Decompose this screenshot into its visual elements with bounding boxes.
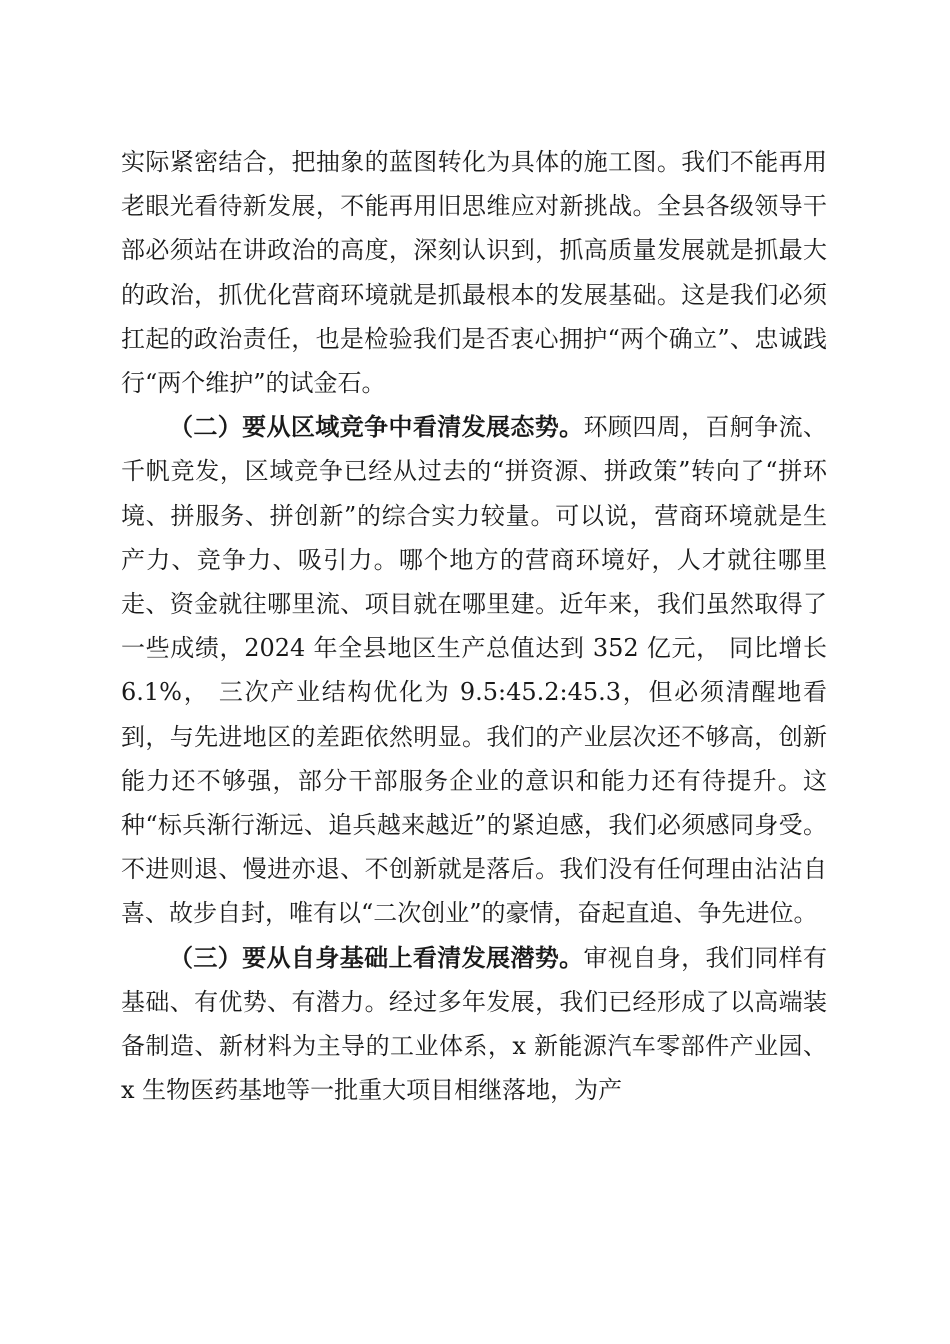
document-body (121, 140, 827, 1112)
paragraph-continuation (121, 140, 827, 405)
section-heading-2: （二）要从区域竞争中看清发展态势。 (169, 412, 584, 442)
paragraph-text: 审视自身，我们同样有基础、有优势、有潜力。经过多年发展，我们已经形成了以高端装备制造、新材料为主导的工业体系，x 新能源汽车零部件产业园、x 生物医药基地等一批重大项目相继落地，为产 (121, 943, 828, 1105)
paragraph-text: 实际紧密结合，把抽象的蓝图转化为具体的施工图。我们不能再用老眼光看待新发展，不能再用旧思维应对新挑战。全县各级领导干部必须站在讲政治的高度，深刻认识到，抓高质量发展就是抓最大的政治，抓优化营商环境就是抓最根本的发展基础。这是我们必须扛起的政治责任，也是检验我们是否衷心拥护“两个确立”、忠诚践行“两个维护”的试金石。 (121, 148, 827, 398)
section-heading-3: （三）要从自身基础上看清发展潜势。 (169, 942, 584, 972)
paragraph-own-foundation (121, 936, 827, 1113)
paragraph-text: 环顾四周，百舸争流、千帆竞发，区域竞争已经从过去的“拼资源、拼政策”转向了“拼环境、拼服务、拼创新”的综合实力较量。可以说，营商环境就是生产力、竞争力、吸引力。哪个地方的营商环境好，人才就往哪里走、资金就往哪里流、项目就在哪里建。近年来，我们虽然取得了一些成绩，2024 年全县地区生产总值达到 352 亿元， 同比增长 6.1%， 三次产业结构优化为 9.5:45.2:45.3，但必须清醒地看到，与先进地区的差距依然明显。我们的产业层次还不够高，创新能力还不够强，部分干部服务企业的意识和能力还有待提升。这种“标兵渐行渐远、追兵越来越近”的紧迫感，我们必须感同身受。不进则退、慢进亦退、不创新就是落后。我们没有任何理由沾沾自喜、故步自封，唯有以“二次创业”的豪情，奋起直追、争先进位。 (121, 413, 828, 928)
paragraph-regional-competition (121, 405, 827, 935)
